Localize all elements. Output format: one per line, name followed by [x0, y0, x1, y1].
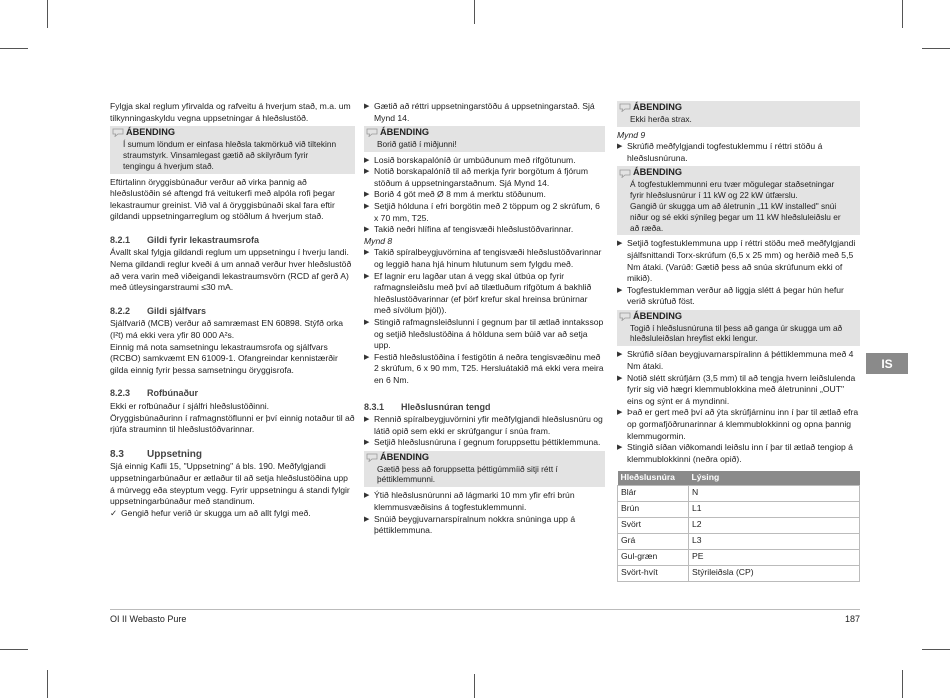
instruction-text: Setjið hleðslusnúruna í gegnum foruppsettu þéttiklemmuna. — [374, 437, 601, 448]
instruction-item — [364, 414, 605, 437]
intro-paragraph: Fylgja skal reglum yfirvalda og rafveitu á hverjum stað, m.a. um tilkynningaskyldu vegna uppsetningar á hleðslustöð. — [110, 101, 351, 123]
wire-color-table — [617, 471, 860, 582]
instruction-item — [617, 238, 860, 284]
instruction-text: Snúið beygjuvarnarspíralnum nokkra snúninga upp á þéttiklemmuna. — [374, 513, 576, 536]
instruction-item — [364, 317, 605, 352]
arrow-bullet-icon: ▶ — [364, 272, 370, 280]
table-cell: N — [689, 485, 860, 501]
warning-line: Gangið úr skugga um að áletrunin „11 kW installed" snúi — [630, 200, 837, 211]
warning-box — [364, 451, 605, 487]
crop-mark — [47, 0, 48, 28]
body-paragraph: Öryggisbúnaðurinn í rafmagnstöflunni er því einnig notaður til að rjúfa strauminn til hleðslustöðvarinnar. — [110, 412, 355, 435]
table-cell: Grá — [618, 533, 689, 549]
section-title: Gildi sjálfvars — [147, 305, 207, 316]
section-heading-8-3-1 — [364, 402, 605, 414]
section-heading-8-2-3 — [110, 388, 355, 400]
instruction-text: Stingið síðan viðkomandi leiðslu inn í þar til ætlað tengiop á klemmublokkinni (neðra opið). — [627, 442, 853, 464]
table-header-cell: Lýsing — [689, 471, 860, 485]
warning-line: niður og sé ekki sýnileg þegar um 11 kW hleðsluleiðslu er — [630, 211, 841, 222]
instruction-item — [364, 224, 605, 236]
table-row — [618, 485, 860, 501]
column-left — [110, 101, 355, 519]
hint-icon — [366, 128, 378, 137]
instruction-text: Skrúfið meðfylgjandi togfestuklemmu í réttri stöðu á hleðslusnúruna. — [627, 141, 823, 163]
body-paragraph: Ávallt skal fylgja gildandi reglum um uppsetningu í hverju landi. Nema gildandi reglur kveði á um annað verður hver hleðslustöð að vera varin með viðeigandi lekastraumsvörn (RCD af gerð A) með útleysingarstraumi ≤30 mA. — [110, 247, 352, 293]
column-middle — [364, 101, 605, 537]
instruction-text: Setjið hólduna í efri borgötin með 2 töppum og 2 skrúfum, 6 x 70 mm, T25. — [374, 201, 600, 223]
arrow-bullet-icon: ▶ — [364, 416, 370, 424]
arrow-bullet-icon: ▶ — [364, 515, 370, 523]
arrow-bullet-icon: ▶ — [617, 286, 623, 294]
figure-reference: Mynd 8 — [364, 235, 393, 246]
hint-icon — [112, 128, 124, 137]
checkmark-icon: ✓ — [110, 507, 118, 518]
figure-reference: Mynd 9 — [617, 129, 646, 140]
instruction-text: Notið borskapalóníð til að merkja fyrir borgötum á fjórum stöðum á uppsetningarstaðnum. Sjá Mynd 14. — [374, 166, 588, 188]
instruction-item — [617, 407, 860, 442]
section-number: 8.2.2 — [110, 305, 131, 316]
crop-mark — [474, 674, 475, 698]
section-number: 8.3 — [110, 448, 124, 460]
instruction-item — [617, 373, 860, 408]
instruction-text: Rennið spíralbeygjuvörnini yfir meðfylgjandi hleðslusnúru og látið opið sem ekki er skrúfgangur í snúa fram. — [374, 414, 603, 436]
warning-line: þéttiklemmunni. — [377, 474, 436, 485]
instruction-item — [364, 155, 605, 167]
arrow-bullet-icon: ▶ — [364, 492, 370, 500]
warning-line: Gætið þess að foruppsetta þéttigúmmíið sitji rétt í — [377, 463, 558, 474]
instruction-item — [364, 514, 605, 537]
warning-line: tengingu á hverjum stað. — [123, 160, 214, 171]
arrow-bullet-icon: ▶ — [617, 409, 623, 417]
warning-title: ÁBENDING — [633, 102, 683, 112]
instruction-text: Takið spíralbeygjuvörnina af tengisvæði hleðslustöðvarinnar og leggið hana hjá hinum hlutunum sem fylgdu með. — [374, 247, 602, 270]
hint-icon — [619, 169, 631, 178]
warning-line: að ræða. — [630, 222, 664, 233]
hint-icon — [619, 103, 631, 112]
hint-icon — [619, 312, 631, 321]
instruction-text: Takið neðri hlífina af tengisvæði hleðslustöðvarinnar. — [374, 224, 574, 235]
arrow-bullet-icon: ▶ — [617, 444, 623, 452]
arrow-bullet-icon: ▶ — [364, 191, 370, 199]
table-header-cell: Hleðslusnúra — [618, 471, 689, 485]
section-title: Rofbúnaður — [147, 388, 198, 399]
arrow-bullet-icon: ▶ — [364, 156, 370, 164]
instruction-text: Festið hleðslustöðina í festigötin á neðra tengisvæðinu með 2 skrúfum, 6 x 90 mm, T25. Hersluátakið má ekki vera meira en 6 Nm. — [374, 351, 604, 385]
warning-line: Borið gatið í miðjunni! — [377, 138, 457, 149]
instruction-item — [617, 141, 860, 164]
table-cell: Gul-græn — [618, 549, 689, 565]
arrow-bullet-icon: ▶ — [617, 240, 623, 248]
instruction-item — [617, 442, 860, 465]
arrow-bullet-icon: ▶ — [364, 203, 370, 211]
crop-mark — [922, 48, 950, 49]
section-number: 8.2.1 — [110, 234, 131, 245]
instruction-text: Skrúfið síðan beygjuvarnarspíralinn á þéttiklemmuna með 4 Nm átaki. — [627, 349, 854, 371]
warning-title: ÁBENDING — [380, 127, 430, 138]
table-cell: Svört — [618, 517, 689, 533]
crop-mark — [902, 0, 903, 28]
warning-line: Í sumum löndum er einfasa hleðsla takmörkuð við tiltekinn — [123, 138, 337, 149]
section-number: 8.3.1 — [364, 401, 385, 412]
body-paragraph: Sjá einnig Kafli 15, "Uppsetning" á bls. 190. Meðfylgjandi uppsetningarbúnaður er ætlaður til að setja hleðslustöðina upp á múrvegg eða steyptum vegg. Fyrir uppsetningu á standi fylgir uppsetningarbúnaður með standinum. — [110, 461, 350, 507]
footer-divider — [110, 609, 860, 610]
instruction-item — [364, 437, 605, 449]
arrow-bullet-icon: ▶ — [364, 168, 370, 176]
warning-line: hleðsluleiðslan hreyfist ekki lengur. — [630, 333, 758, 344]
warning-box — [617, 101, 860, 127]
instruction-item — [364, 101, 605, 124]
section-title: Hleðslusnúran tengd — [401, 401, 491, 412]
table-cell: L2 — [689, 517, 860, 533]
body-paragraph: Einnig má nota samsetningu lekastraumsrofa og sjálfvars (RCBO) samkvæmt EN 61009-1. Ofangreindar kennistærðir gilda einnig fyrir þessa samsetningu öryggisrofa. — [110, 341, 338, 375]
instruction-item — [364, 490, 605, 513]
instruction-text: Gætið að réttri uppsetningarstöðu á uppsetningarstað. Sjá Mynd 14. — [374, 101, 595, 123]
instruction-text: Það er gert með því að ýta skrúfjárninu inn í þar til ætlað efra op gormafjöðrunarinnar á klemmublokkinni og opna þannig klemmugormin. — [627, 407, 859, 441]
table-row — [618, 517, 860, 533]
hint-icon — [366, 453, 378, 462]
body-paragraph: Eftirtalinn öryggisbúnaður verður að virka þannig að hleðslustöðin sé aftengd frá veitukerfi með alpóla rofi þegar lekastraumur greinist. Við val á öryggisbúnaði skal fara eftir gildandi uppsetningarreglum og stöðlum á hverjum stað. — [110, 176, 336, 222]
table-cell: PE — [689, 549, 860, 565]
section-number: 8.2.3 — [110, 388, 131, 399]
table-cell: Blár — [618, 485, 689, 501]
table-row — [618, 501, 860, 517]
footer-doc-title: OI II Webasto Pure — [110, 614, 187, 624]
instruction-item — [364, 352, 605, 387]
warning-box — [617, 310, 860, 346]
warning-box — [617, 166, 860, 235]
body-paragraph: Ekki er rofbúnaður í sjálfri hleðslustöðinni. — [110, 401, 270, 411]
warning-line: Togið í hleðslusnúruna til þess að ganga úr skugga um að — [630, 322, 843, 333]
section-title: Uppsetning — [147, 448, 202, 460]
table-row — [618, 533, 860, 549]
column-right — [617, 101, 860, 582]
arrow-bullet-icon: ▶ — [364, 249, 370, 257]
instruction-text: Losið borskapalóníð úr umbúðunum með rifgötunum. — [374, 154, 576, 165]
crop-mark — [47, 670, 48, 698]
arrow-bullet-icon: ▶ — [364, 226, 370, 234]
instruction-text: Ýtið hleðslusnúrunni að lágmarki 10 mm yfir efri brún klemmusvæðisins á togfestuklemmunni. — [374, 490, 575, 512]
warning-line: straumstyrk. Vinsamlegast gætið að skilyrðum fyrir — [123, 149, 309, 160]
instruction-item — [364, 247, 605, 270]
arrow-bullet-icon: ▶ — [364, 319, 370, 326]
instruction-text: Ef lagnir eru lagðar utan á vegg skal útbúa op fyrir rafmagnsleiðslu með því að tilætluðum rifgötum á bakhlið hleðslustöðvarinnar (ef þörf krefur skal hreinsa brúnirnar með sívölum þjöl)). — [374, 270, 592, 316]
language-tab: IS — [866, 353, 908, 374]
instruction-item — [617, 285, 860, 308]
table-header-row — [618, 471, 860, 485]
warning-box — [364, 126, 605, 152]
checklist-item — [110, 508, 355, 520]
section-heading-8-2-1 — [110, 235, 355, 247]
section-title: Gildi fyrir lekastraumsrofa — [147, 234, 260, 245]
checklist-text: Gengið hefur verið úr skugga um að allt fylgi með. — [121, 507, 311, 518]
crop-mark — [902, 670, 903, 698]
table-cell: L3 — [689, 533, 860, 549]
section-heading-8-3 — [110, 449, 355, 461]
page-number: 187 — [844, 614, 860, 624]
arrow-bullet-icon: ▶ — [364, 103, 370, 110]
table-row — [618, 549, 860, 565]
warning-box — [110, 126, 355, 173]
warning-title: ÁBENDING — [380, 451, 430, 462]
arrow-bullet-icon: ▶ — [364, 439, 370, 447]
instruction-text: Setjið togfestuklemmuna upp í réttri stöðu með meðfylgjandi sjálfsnittandi Torx-skrúfum (6,5 x 25 mm) og herðið með 5,5 Nm átaki. (Varúð: Gætið þess að snúa skrúfunum ekki of mikið). — [627, 238, 856, 284]
crop-mark — [922, 649, 950, 650]
arrow-bullet-icon: ▶ — [617, 351, 623, 359]
instruction-item — [364, 201, 605, 224]
arrow-bullet-icon: ▶ — [364, 353, 370, 361]
instruction-text: Togfestuklemman verður að liggja slétt á þegar hún hefur verið skrúfuð föst. — [627, 284, 844, 307]
warning-title: ÁBENDING — [633, 310, 683, 321]
instruction-item — [364, 166, 605, 189]
instruction-item — [364, 271, 605, 317]
instruction-item — [617, 349, 860, 372]
table-cell: Brún — [618, 501, 689, 517]
warning-title: ÁBENDING — [633, 167, 683, 178]
instruction-text: Notið slétt skrúfjárn (3,5 mm) til að tengja hvern leiðslulenda fyrir sig við hægri klemmublokkina með áletruninni „OUT" eins og sýnt er á myndinni. — [627, 372, 856, 406]
arrow-bullet-icon: ▶ — [617, 374, 623, 382]
instruction-item — [364, 189, 605, 201]
table-cell: Stýrileiðsla (CP) — [689, 565, 860, 581]
arrow-bullet-icon: ▶ — [617, 143, 623, 151]
crop-mark — [0, 48, 28, 49]
section-heading-8-2-2 — [110, 306, 355, 318]
crop-mark — [0, 649, 28, 650]
warning-line: fyrir hleðslusnúrur í 11 kW og 22 kW útfærslu. — [630, 189, 798, 200]
instruction-text: Borið 4 göt með Ø 8 mm á merktu stöðunum. — [374, 189, 546, 200]
body-paragraph: Sjálfvarið (MCB) verður að samræmast EN 60898. Stýfð orka (I²t) má ekki vera yfir 80 000 A²s. — [110, 318, 344, 341]
table-row — [618, 565, 860, 581]
warning-line: Á togfestuklemmunni eru tvær mögulegar staðsetningar — [630, 178, 835, 189]
table-cell: L1 — [689, 501, 860, 517]
warning-line: Ekki herða strax. — [630, 113, 692, 124]
warning-title: ÁBENDING — [126, 127, 176, 138]
crop-mark — [474, 0, 475, 24]
instruction-text: Stingið rafmagnsleiðslunni í gegnum þar til ætlað inntakssop og setjið hleðslustöðina á hölduna sem búið var að setja upp. — [374, 317, 604, 351]
table-cell: Svört-hvít — [618, 565, 689, 581]
